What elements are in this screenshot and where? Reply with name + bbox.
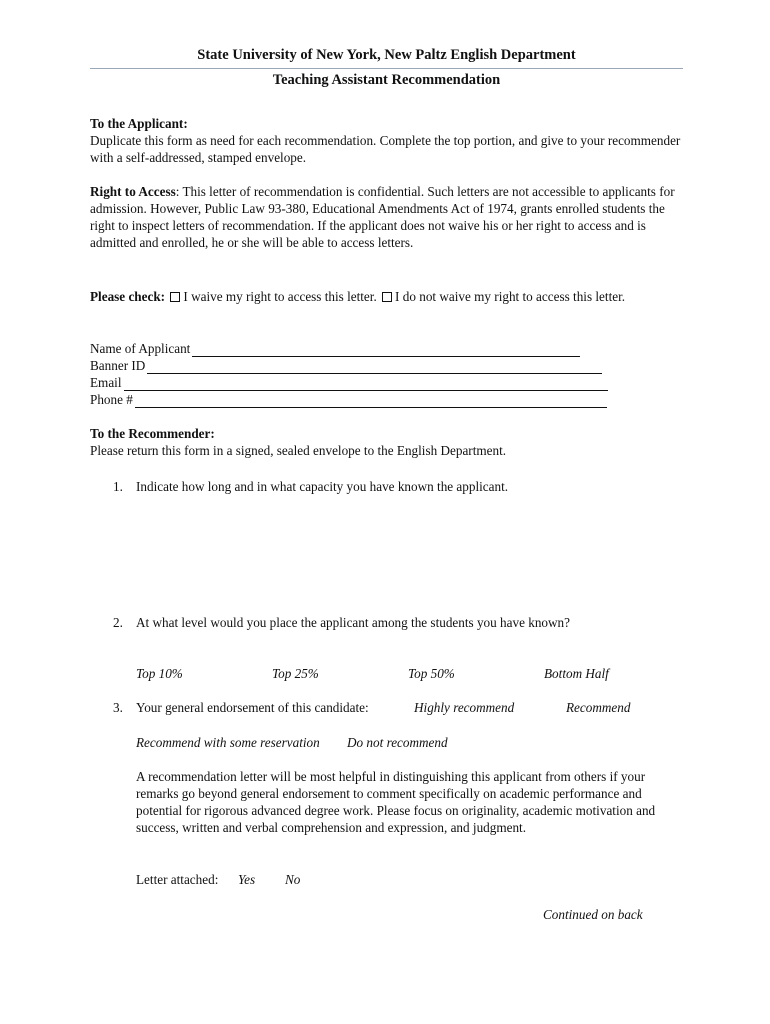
name-label: Name of Applicant (90, 341, 191, 356)
letter-attached-yes[interactable]: Yes (238, 872, 256, 887)
email-label: Email (90, 375, 122, 390)
phone-input-line[interactable] (135, 396, 607, 408)
recommender-instructions: Please return this form in a signed, sealed envelope to the English Department. (90, 443, 507, 458)
waiver-section (90, 288, 682, 305)
q3-option-recommend[interactable]: Recommend (566, 700, 631, 715)
recommender-heading: To the Recommender: (90, 426, 215, 441)
question-3-number: 3. (113, 700, 123, 715)
continued-on-back-note: Continued on back (543, 907, 643, 922)
right-to-access-paragraph (90, 183, 682, 251)
email-field[interactable] (90, 374, 620, 391)
applicant-heading: To the Applicant: (90, 116, 188, 131)
q2-option-top-10[interactable]: Top 10% (136, 666, 183, 681)
question-2-text: At what level would you place the applicant among the students you have known? (136, 615, 570, 630)
q3-option-highly-recommend[interactable]: Highly recommend (414, 700, 515, 715)
q2-option-top-25[interactable]: Top 25% (272, 666, 319, 681)
question-1-number: 1. (113, 479, 123, 494)
q2-option-bottom-half[interactable]: Bottom Half (544, 666, 609, 681)
email-input-line[interactable] (124, 379, 608, 391)
banner-id-field[interactable] (90, 357, 620, 374)
please-check-label: Please check: (90, 289, 166, 304)
banner-id-label: Banner ID (90, 358, 146, 373)
applicant-section (90, 115, 682, 166)
header-divider (90, 68, 683, 69)
waive-option-label: I waive my right to access this letter. (183, 289, 377, 304)
name-field[interactable] (90, 340, 620, 357)
phone-field[interactable] (90, 391, 620, 408)
applicant-instructions: Duplicate this form as need for each recommendation. Complete the top portion, and give to your recommender with a self-addressed, stamped envelope. (90, 133, 681, 165)
right-to-access-label: Right to Access (90, 184, 176, 199)
letter-attached-no[interactable]: No (285, 872, 301, 887)
question-2-number: 2. (113, 615, 123, 630)
not-waive-checkbox[interactable] (382, 292, 392, 302)
form-subtitle: Teaching Assistant Recommendation (272, 72, 501, 88)
waive-checkbox[interactable] (170, 292, 180, 302)
recommender-section (90, 425, 682, 459)
question-1-text: Indicate how long and in what capacity you have known the applicant. (136, 479, 509, 494)
right-to-access-text: : This letter of recommendation is confidential. Such letters are not accessible to applicants for admission. However, Public Law 93-380, Educational Amendments Act of 1974, grants enrolled students the right to inspect letters of recommendation. If the applicant does not waive his or her right to access and is admitted and enrolled, he or she will be able to access letters. (90, 184, 675, 250)
banner-id-input-line[interactable] (147, 362, 602, 374)
q3-option-do-not-recommend[interactable]: Do not recommend (347, 735, 448, 750)
q3-option-some-reservation[interactable]: Recommend with some reservation (136, 735, 320, 750)
q2-option-top-50[interactable]: Top 50% (408, 666, 455, 681)
letter-attached-label: Letter attached: (136, 872, 219, 887)
page-title: State University of New York, New Paltz English Department (197, 47, 576, 63)
not-waive-option-label: I do not waive my right to access this letter. (395, 289, 626, 304)
phone-label: Phone # (90, 392, 133, 407)
question-3-text: Your general endorsement of this candidate: (136, 700, 369, 715)
recommendation-guidance: A recommendation letter will be most helpful in distinguishing this applicant from others if your remarks go beyond general endorsement to comment specifically on academic performance and potential for rigorous advanced degree work. Please focus on originality, academic motivation and success, written and verbal comprehension and expression, and judgment. (136, 769, 656, 835)
name-input-line[interactable] (192, 345, 580, 357)
applicant-fields (90, 340, 620, 408)
